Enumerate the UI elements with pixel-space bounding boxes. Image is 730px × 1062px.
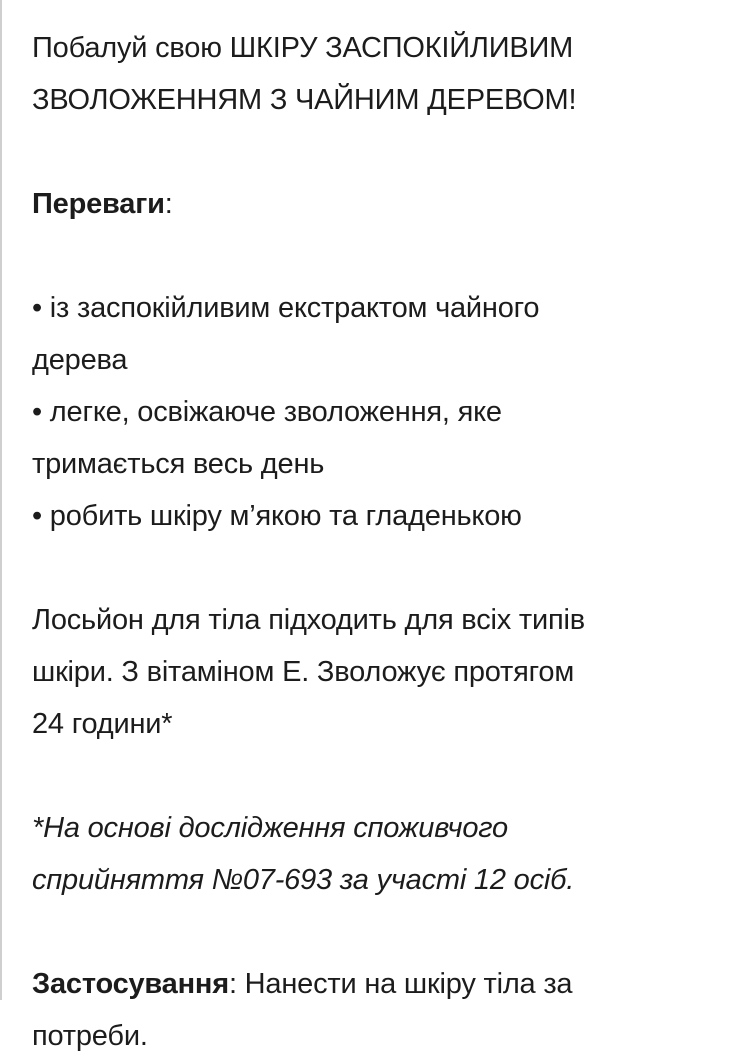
usage-text: : Нанести на шкіру тіла за bbox=[228, 968, 573, 1000]
benefits-heading-colon: : bbox=[164, 188, 173, 220]
description-line-3: 24 години* bbox=[32, 708, 173, 740]
benefit-item-3: • робить шкіру м’якою та гладенькою bbox=[32, 500, 522, 532]
intro-line-1: Побалуй свою ШКІРУ ЗАСПОКІЙЛИВИМ bbox=[32, 32, 574, 64]
intro-line-2: ЗВОЛОЖЕННЯМ З ЧАЙНИМ ДЕРЕВОМ! bbox=[32, 84, 577, 116]
benefits-heading: Переваги bbox=[32, 188, 165, 220]
product-description bbox=[32, 22, 712, 1062]
benefit-item-1-cont: дерева bbox=[32, 344, 128, 376]
usage-heading: Застосування bbox=[32, 968, 229, 1000]
benefit-item-1: • із заспокійливим екстрактом чайного bbox=[32, 292, 540, 324]
description-line-1: Лосьйон для тіла підходить для всіх типів bbox=[32, 604, 585, 636]
description-line-2: шкіри. З вітаміном Е. Зволожує протягом bbox=[32, 656, 575, 688]
footnote-line-1: *На основі дослідження споживчого bbox=[32, 812, 508, 844]
benefits-heading-row bbox=[32, 178, 712, 230]
footnote-line-2: сприйняття №07-693 за участі 12 осіб. bbox=[32, 864, 575, 896]
usage-text-cont: потреби. bbox=[32, 1020, 148, 1052]
benefit-item-2-cont: тримається весь день bbox=[32, 448, 325, 480]
benefit-item-2: • легке, освіжаюче зволоження, яке bbox=[32, 396, 502, 428]
usage-row bbox=[32, 958, 712, 1010]
left-border bbox=[0, 0, 2, 1000]
